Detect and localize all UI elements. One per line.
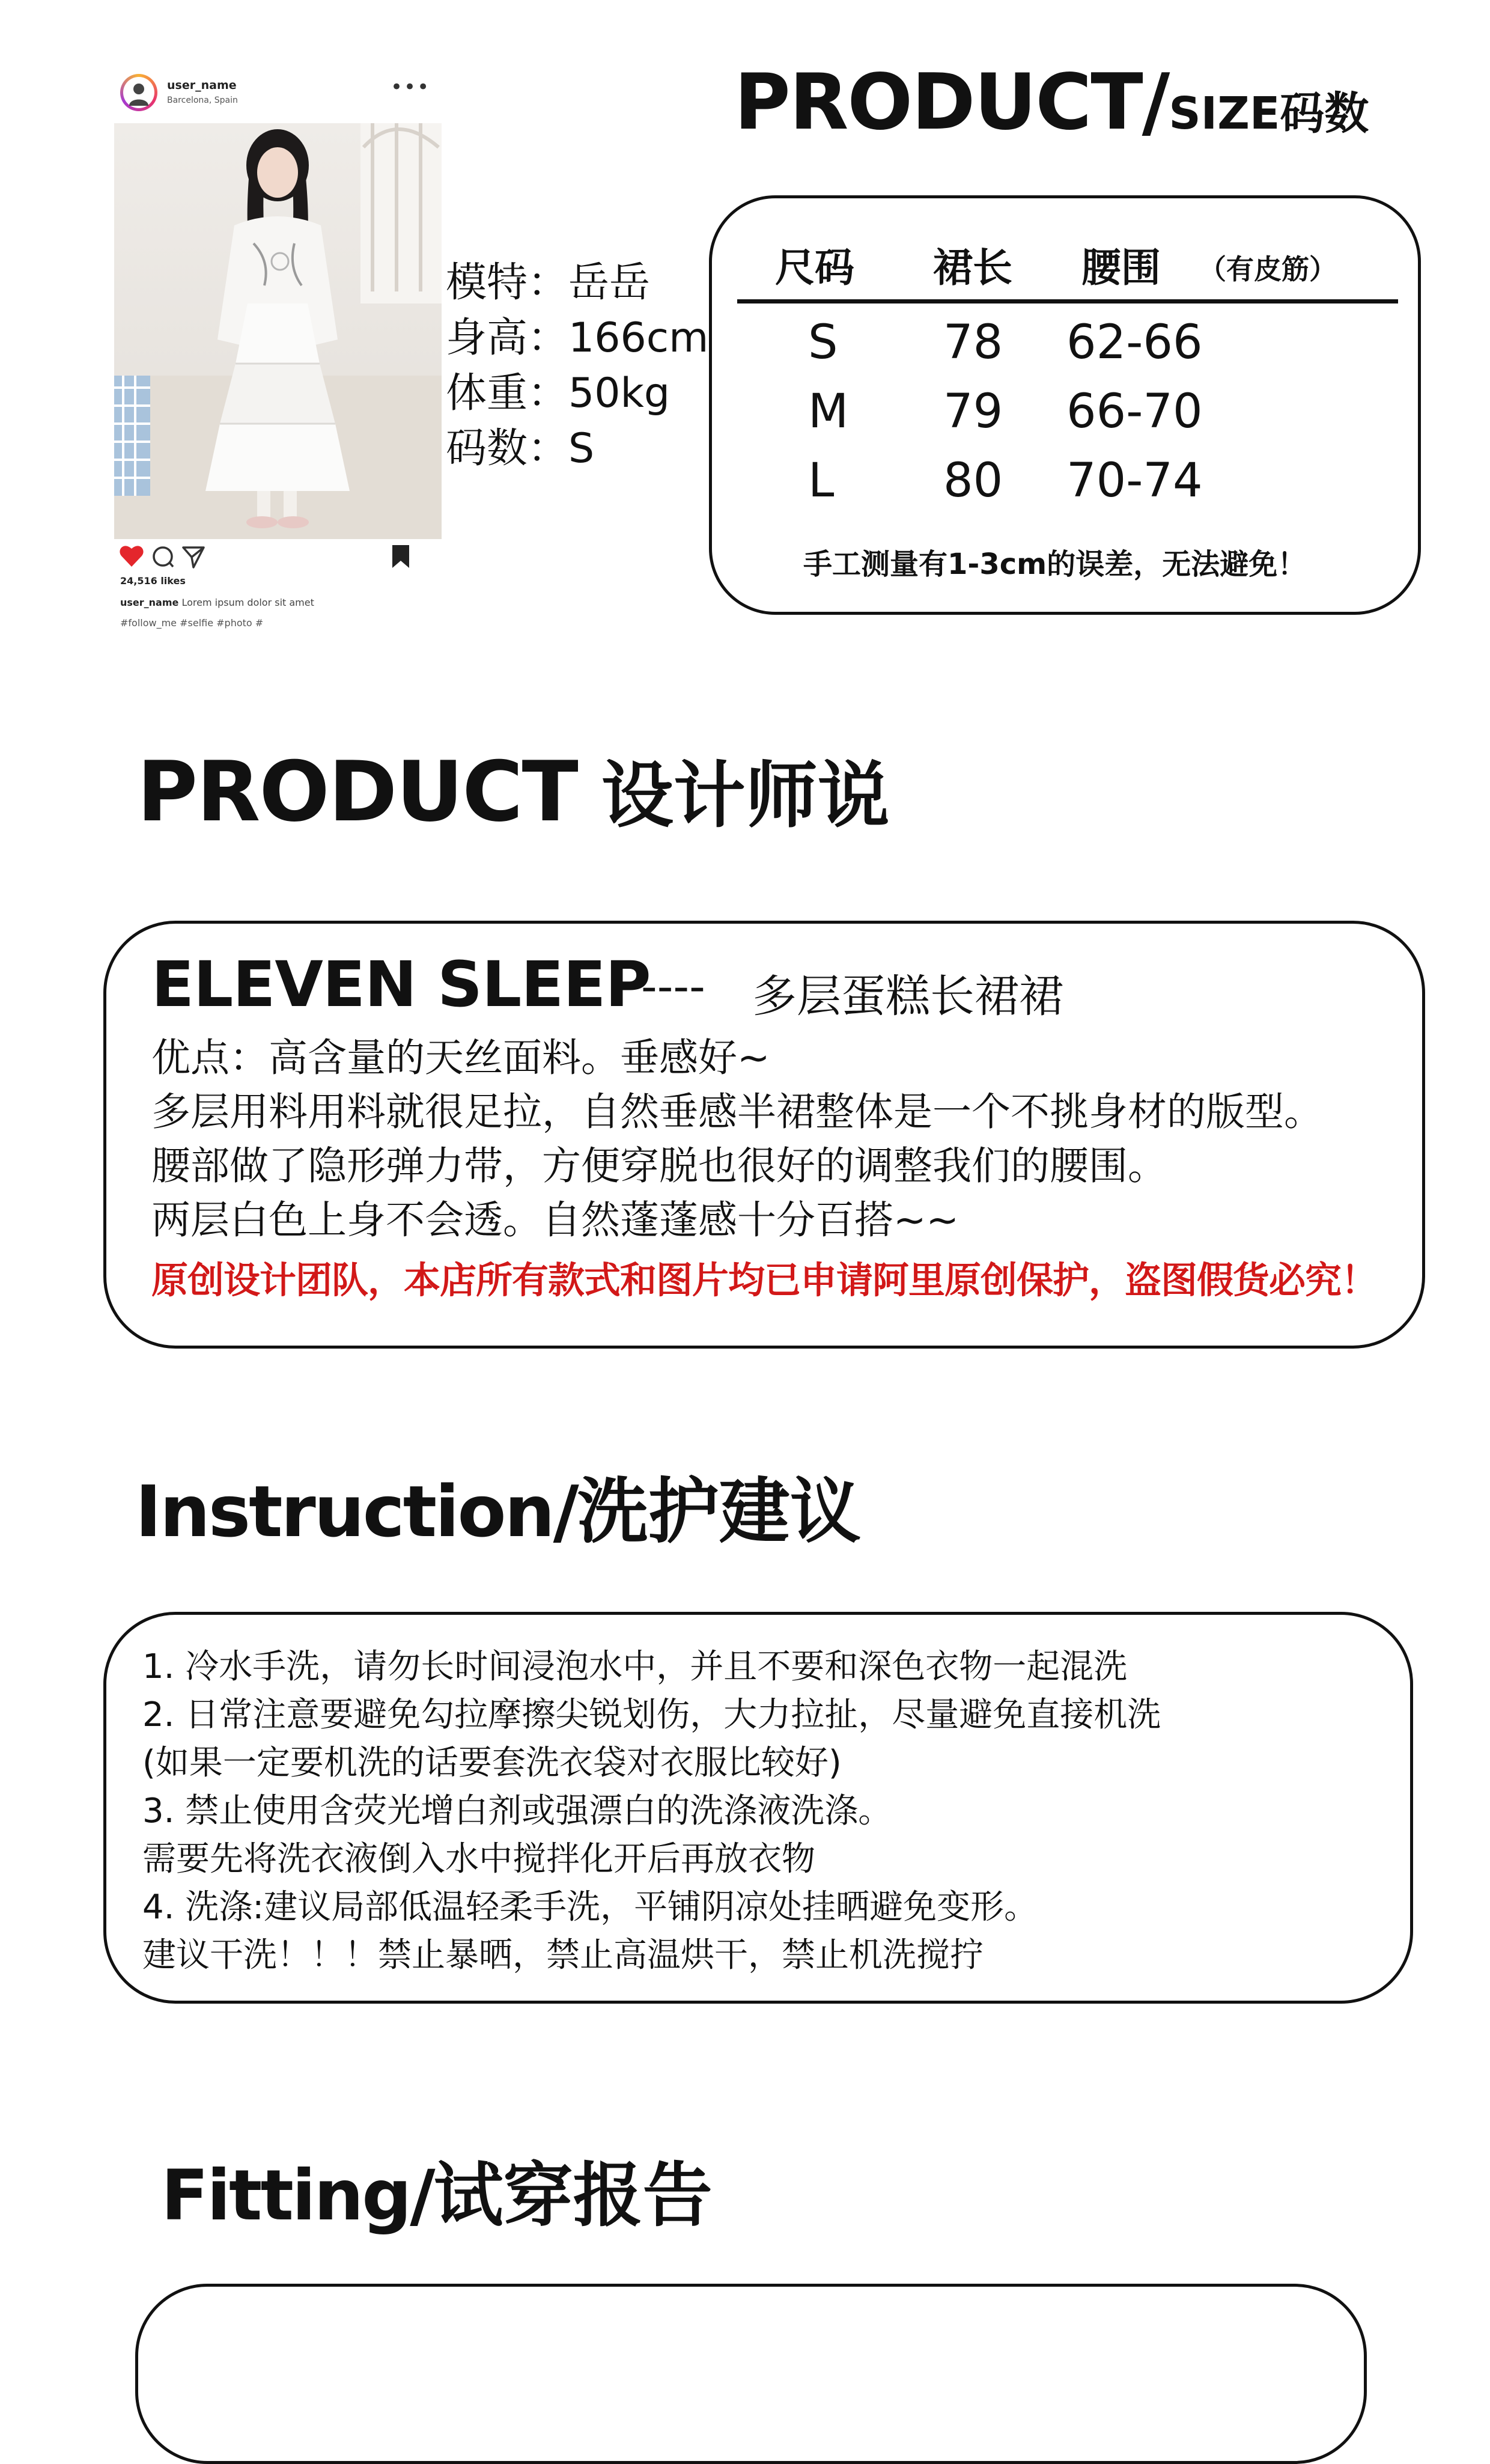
- waist-cell: 62-66: [1066, 316, 1203, 370]
- size-measurement-note: 手工测量有1-3cm的误差，无法避免！: [803, 547, 1307, 581]
- share-icon[interactable]: [181, 545, 205, 572]
- model-photo-illustration: [114, 123, 442, 539]
- copyright-warning: 原创设计团队，本店所有款式和图片均已申请阿里原创保护，盗图假货必究！: [151, 1259, 1378, 1302]
- designer-note-line: 腰部做了隐形弹力带，方便穿脱也很好的调整我们的腰围。: [151, 1144, 1167, 1189]
- size-heading: [734, 58, 1369, 147]
- care-instruction-line: 1. 冷水手洗，请勿长时间浸泡水中，并且不要和深色衣物一起混洗: [142, 1647, 1128, 1686]
- user-icon: [123, 77, 154, 108]
- post-caption: [120, 597, 314, 608]
- more-dots-icon[interactable]: •••: [391, 75, 431, 99]
- design-heading-cn: 设计师说: [601, 754, 890, 838]
- comment-icon[interactable]: [151, 545, 175, 572]
- length-cell: 79: [943, 385, 1003, 439]
- post-actions: [114, 544, 439, 574]
- design-heading: [137, 738, 890, 841]
- likes-count: 24,516 likes: [120, 575, 186, 587]
- size-cell: L: [808, 454, 835, 508]
- size-table-box: [709, 195, 1421, 615]
- length-cell: 80: [943, 454, 1003, 508]
- post-location: Barcelona, Spain: [167, 96, 238, 105]
- instruction-heading-cn: 洗护建议: [577, 1470, 861, 1553]
- social-post-card: [114, 63, 439, 640]
- table-divider: [737, 299, 1398, 303]
- post-photo: [114, 123, 442, 539]
- design-heading-en: PRODUCT: [137, 743, 577, 840]
- care-instruction-line: 建议干洗！！！禁止暴晒，禁止高温烘干，禁止机洗搅拧: [142, 1936, 984, 1975]
- column-header-size: 尺码: [775, 245, 854, 291]
- fitting-heading-en: Fitting/: [161, 2155, 434, 2236]
- care-instruction-line: (如果一定要机洗的话要套洗衣袋对衣服比较好): [142, 1743, 842, 1782]
- fitting-heading-cn: 试穿报告: [433, 2155, 713, 2236]
- avatar[interactable]: [120, 74, 157, 111]
- waist-note: （有皮筋）: [1199, 253, 1337, 285]
- designer-note-line: 多层用料用料就很足拉，自然垂感半裙整体是一个不挑身材的版型。: [151, 1090, 1324, 1135]
- brand-dash: ----: [641, 961, 705, 1013]
- care-instruction-line: 3. 禁止使用含荧光增白剂或强漂白的洗涤液洗涤。: [142, 1792, 892, 1831]
- instruction-heading: [135, 1454, 861, 1557]
- caption-text: Lorem ipsum dolor sit amet: [181, 597, 314, 608]
- care-instruction-line: 4. 洗涤:建议局部低温轻柔手洗，平铺阴凉处挂晒避免变形。: [142, 1888, 1038, 1927]
- size-cell: S: [808, 316, 838, 370]
- bookmark-icon[interactable]: [391, 544, 411, 572]
- fitting-heading: [161, 2139, 713, 2240]
- post-header: [114, 63, 439, 123]
- model-info: [446, 255, 708, 477]
- care-instructions-box: [103, 1612, 1413, 2004]
- waist-cell: 70-74: [1066, 454, 1203, 508]
- brand-name: ELEVEN SLEEP: [151, 948, 651, 1021]
- fitting-report-box: [135, 2284, 1367, 2464]
- model-height: 身高：166cm: [446, 314, 709, 362]
- column-header-waist: 腰围: [1081, 245, 1161, 291]
- size-heading-main: PRODUCT/: [734, 58, 1169, 147]
- care-instruction-line: 需要先将洗衣液倒入水中搅拌化开后再放衣物: [142, 1840, 815, 1879]
- size-cell: M: [808, 385, 849, 439]
- product-name: 多层蛋糕长裙裙: [752, 971, 1063, 1022]
- post-username[interactable]: user_name: [167, 79, 237, 92]
- model-size: 码数：S: [446, 425, 595, 472]
- heart-icon[interactable]: [119, 544, 144, 570]
- model-weight: 体重：50kg: [446, 370, 670, 417]
- care-instruction-line: 2. 日常注意要避免勾拉摩擦尖锐划伤，大力拉扯，尽量避免直接机洗: [142, 1695, 1161, 1734]
- instruction-heading-en: Instruction/: [135, 1470, 577, 1553]
- waist-cell: 66-70: [1066, 385, 1203, 439]
- designer-note-line: 优点：高含量的天丝面料。垂感好~: [151, 1035, 770, 1081]
- length-cell: 78: [943, 316, 1003, 370]
- size-heading-small: SIZE码数: [1169, 88, 1369, 139]
- designer-note-line: 两层白色上身不会透。自然蓬蓬感十分百搭~~: [151, 1198, 959, 1243]
- designer-notes-box: [103, 921, 1425, 1349]
- caption-username[interactable]: user_name: [120, 597, 179, 608]
- column-header-length: 裙长: [933, 245, 1012, 291]
- model-name: 模特：岳岳: [446, 259, 651, 306]
- post-hashtags[interactable]: #follow_me #selfie #photo #: [120, 617, 264, 629]
